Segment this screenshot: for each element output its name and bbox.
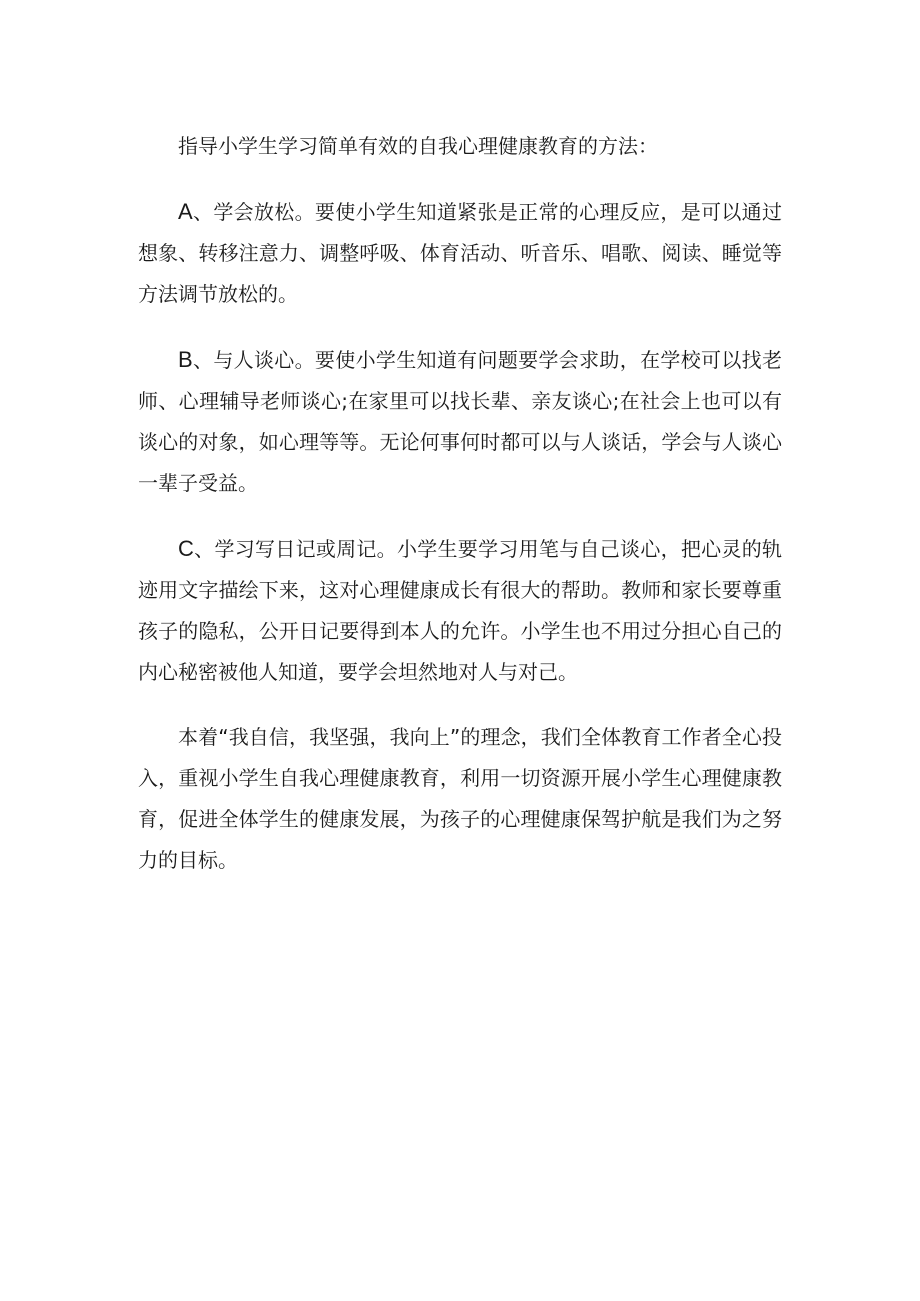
section-c-text: 、学习写日记或周记。小学生要学习用笔与自己谈心，把心灵的轨迹用文字描绘下来，这对心理健康成长有很大的帮助。教师和家长要尊重孩子的隐私，公开日记要得到本人的允许。小学生也不用过分担心自己的内心秘密被他人知道，要学会坦然地对人与对己。 <box>138 537 782 684</box>
document-body <box>138 126 782 881</box>
section-b-paragraph <box>138 339 782 504</box>
section-c-marker: C <box>178 536 194 561</box>
intro-text: 指导小学生学习简单有效的自我心理健康教育的方法： <box>178 134 658 158</box>
section-b-text: 、与人谈心。要使小学生知道有问题要学会求助，在学校可以找老师、心理辅导老师谈心;在家里可以找长辈、亲友谈心;在社会上也可以有谈心的对象，如心理等等。无论何事何时都可以与人谈话，学会与人谈心一辈子受益。 <box>138 348 782 495</box>
section-b-marker: B <box>178 347 193 372</box>
section-a-paragraph <box>138 191 782 315</box>
section-c-paragraph <box>138 528 782 693</box>
conclusion-text: 本着“我自信，我坚强，我向上”的理念，我们全体教育工作者全心投入，重视小学生自我心理健康教育，利用一切资源开展小学生心理健康教育，促进全体学生的健康发展，为孩子的心理健康保驾护航是我们为之努力的目标。 <box>138 725 782 872</box>
conclusion-paragraph <box>138 717 782 881</box>
section-a-text: 、学会放松。要使小学生知道紧张是正常的心理反应，是可以通过想象、转移注意力、调整呼吸、体育活动、听音乐、唱歌、阅读、睡觉等方法调节放松的。 <box>138 200 782 306</box>
section-a-marker: A <box>178 199 193 224</box>
intro-paragraph <box>138 126 782 167</box>
